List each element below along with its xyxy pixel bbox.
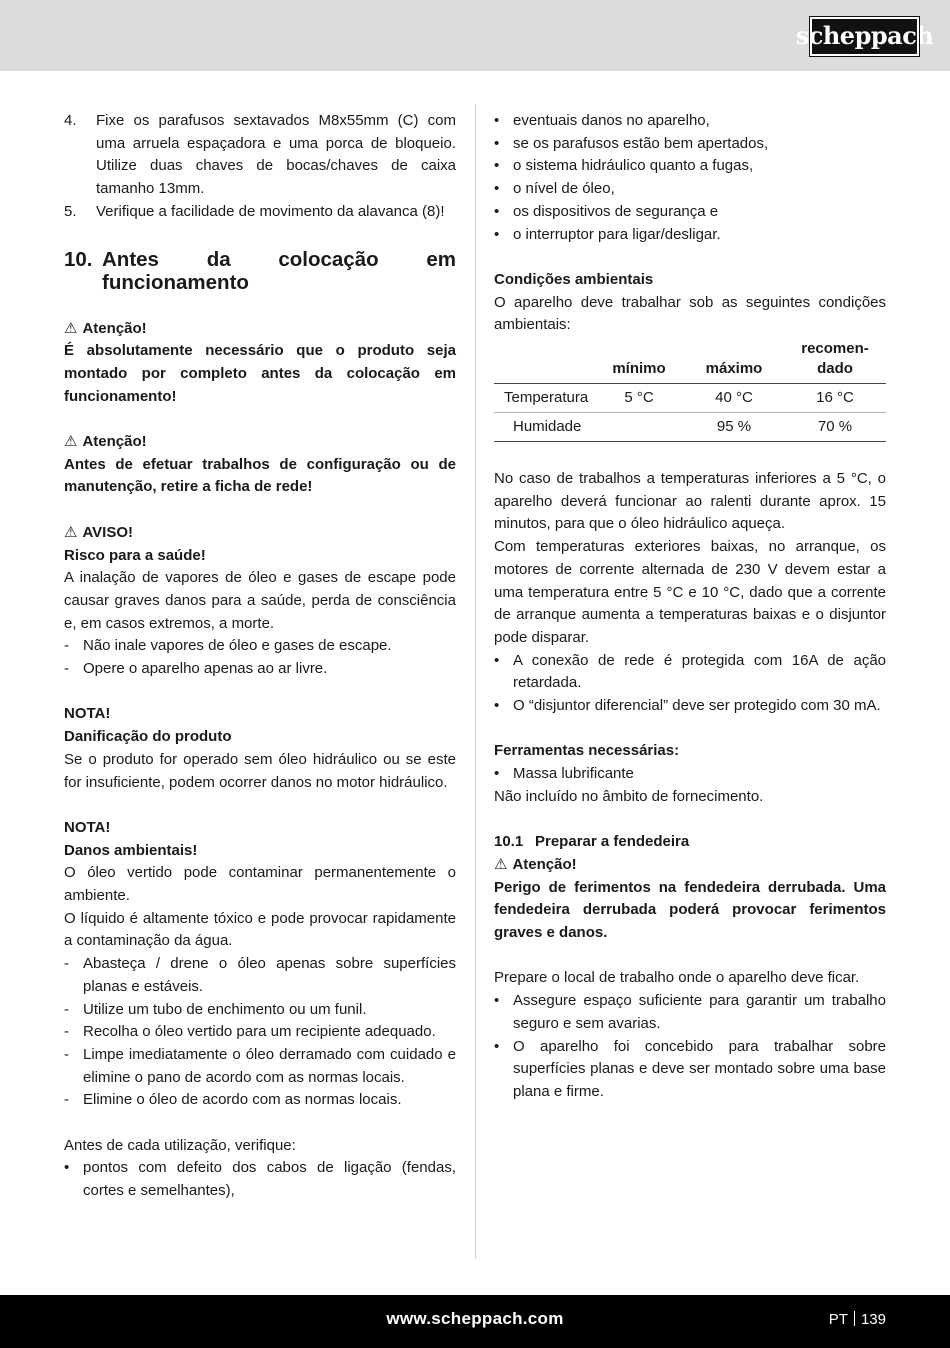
list-item: • o interruptor para ligar/desligar.: [494, 225, 721, 243]
list-item: • Massa lubrificante: [494, 765, 634, 783]
list-item: - Recolha o óleo vertido para um recipiente adequado.: [64, 1023, 436, 1041]
list-item: • o nível de óleo,: [494, 180, 615, 198]
list-item: - Utilize um tubo de enchimento ou um funil.: [64, 1000, 367, 1018]
ambient-conditions-table: mínimo máximo recomen- dado Temperatura 5 °C 40 °C 16 °C Humidade 95 % 70 %: [494, 339, 886, 442]
list-item: • pontos com defeito dos cabos de ligação (fendas, cortes e semelhantes),: [64, 1159, 456, 1200]
table-row: Humidade 95 % 70 %: [494, 413, 886, 442]
brand-logo: scheppach: [810, 17, 919, 56]
website-link[interactable]: www.scheppach.com: [386, 1309, 564, 1328]
list-item: • O aparelho foi concebido para trabalhar sobre superfícies planas e deve ser montado sobre uma base plana e firme.: [494, 1037, 886, 1100]
list-item: • A conexão de rede é protegida com 16A de ação retardada.: [494, 651, 886, 692]
table-row: Temperatura 5 °C 40 °C 16 °C: [494, 384, 886, 413]
note-block: NOTA! Danificação do produto Se o produto for operado sem óleo hidráulico ou se este for insuficiente, podem ocorrer danos no motor hidráulico.: [64, 705, 456, 791]
list-item: • O “disjuntor diferencial” deve ser protegido com 30 mA.: [494, 697, 881, 715]
left-column: [64, 110, 456, 1203]
ambient-conditions: Condições ambientais O aparelho deve trabalhar sob as seguintes condições ambientais: mínimo máximo recomen- dado Temperatura 5 °C 40 °C 16 °C Humidade 95 % 70 % No caso de trabalhos a temperaturas inferiores a 5 °C, o aparelho deverá funcionar ao ralenti durante aprox. 15 minutos, para que o óleo hidráulico aqueça. Com temperaturas exteriores baixas, no arranque, os motores de corrente alternada de 230 V devem estar a uma temperatura entre 5 °C e 10 °C, dado que a corrente de arranque aumenta a temperaturas baixas e o disjuntor pode disparar. • A conexão de rede é protegida com 16A de ação retardada. • O “disjuntor diferencial” deve ser protegido com 30 mA.: [494, 269, 886, 718]
list-item: - Não inale vapores de óleo e gases de escape.: [64, 637, 392, 655]
warning-triangle-icon: ⚠: [494, 855, 508, 873]
section-heading-10: 10. Antes da colocação em funcionamento: [64, 247, 456, 294]
column-divider: [475, 104, 476, 1259]
right-column: [494, 110, 886, 1104]
page-number: PT 139: [828, 1311, 886, 1328]
list-item: • Assegure espaço suficiente para garantir um trabalho seguro e sem avarias.: [494, 992, 886, 1032]
check-list: [494, 110, 886, 246]
section-10-1: 10.1 Preparar a fendedeira ⚠ Atenção! Perigo de ferimentos na fendedeira derrubada. Uma fendedeira derrubada poderá provocar ferimentos graves e danos. Prepare o local de trabalho onde o aparelho deve ficar. • Assegure espaço suficiente para garantir um trabalho seguro e sem avarias. • O aparelho foi concebido para trabalhar sobre superfícies planas e deve ser montado sobre uma base plana e firme.: [494, 831, 886, 1103]
list-item: • o sistema hidráulico quanto a fugas,: [494, 157, 754, 175]
section-heading-10-1: 10.1 Preparar a fendedeira: [494, 833, 690, 851]
list-item: - Abasteça / drene o óleo apenas sobre superfícies planas e estáveis.: [64, 955, 456, 995]
assembly-steps: [64, 110, 456, 224]
warning-triangle-icon: ⚠: [64, 433, 78, 451]
health-warning-block: ⚠ AVISO! Risco para a saúde! A inalação de vapores de óleo e gases de escape pode causar graves danos para a saúde, perda de consciência e, em casos extremos, a morte. - Não inale vapores de óleo e gases de escape. - Opere o aparelho apenas ao ar livre.: [64, 522, 456, 681]
list-item: • os dispositivos de segurança e: [494, 202, 719, 220]
list-item: - Limpe imediatamente o óleo derramado com cuidado e elimine o pano de acordo com as normas locais.: [64, 1045, 456, 1086]
pre-use-check: Antes de cada utilização, verifique: • pontos com defeito dos cabos de ligação (fendas, cortes e semelhantes),: [64, 1135, 456, 1203]
list-item: 5. Verifique a facilidade de movimento da alavanca (8)!: [64, 202, 445, 220]
warning-triangle-icon: ⚠: [64, 523, 78, 541]
header-bar: [0, 0, 950, 71]
warning-block: ⚠ Atenção! É absolutamente necessário que o produto seja montado por completo antes da colocação em funcionamento!: [64, 319, 456, 405]
list-item: - Opere o aparelho apenas ao ar livre.: [64, 660, 328, 678]
list-item: - Elimine o óleo de acordo com as normas locais.: [64, 1091, 402, 1109]
required-tools: Ferramentas necessárias: • Massa lubrificante Não incluído no âmbito de fornecimento.: [494, 740, 886, 808]
list-item: • eventuais danos no aparelho,: [494, 112, 710, 129]
warning-triangle-icon: ⚠: [64, 319, 78, 337]
note-block: NOTA! Danos ambientais! O óleo vertido pode contaminar permanentemente o ambiente. O líquido é altamente tóxico e pode provocar rapidamente a contaminação da água. - Abasteça / drene o óleo apenas sobre superfícies planas e estáveis. - Utilize um tubo de enchimento ou um funil. - Recolha o óleo vertido para um recipiente adequado. - Limpe imediatamente o óleo derramado com cuidado e elimine o pano de acordo com as normas locais. - Elimine o óleo de acordo com as normas locais.: [64, 817, 456, 1112]
warning-block: ⚠ Atenção! Antes de efetuar trabalhos de configuração ou de manutenção, retire a ficha de rede!: [64, 433, 456, 496]
footer-bar: [0, 1295, 950, 1348]
list-item: • se os parafusos estão bem apertados,: [494, 134, 769, 152]
list-item: 4. Fixe os parafusos sextavados M8x55mm (C) com uma arruela espaçadora e uma porca de bloqueio. Utilize duas chaves de bocas/chaves de caixa tamanho 13mm.: [64, 112, 456, 198]
